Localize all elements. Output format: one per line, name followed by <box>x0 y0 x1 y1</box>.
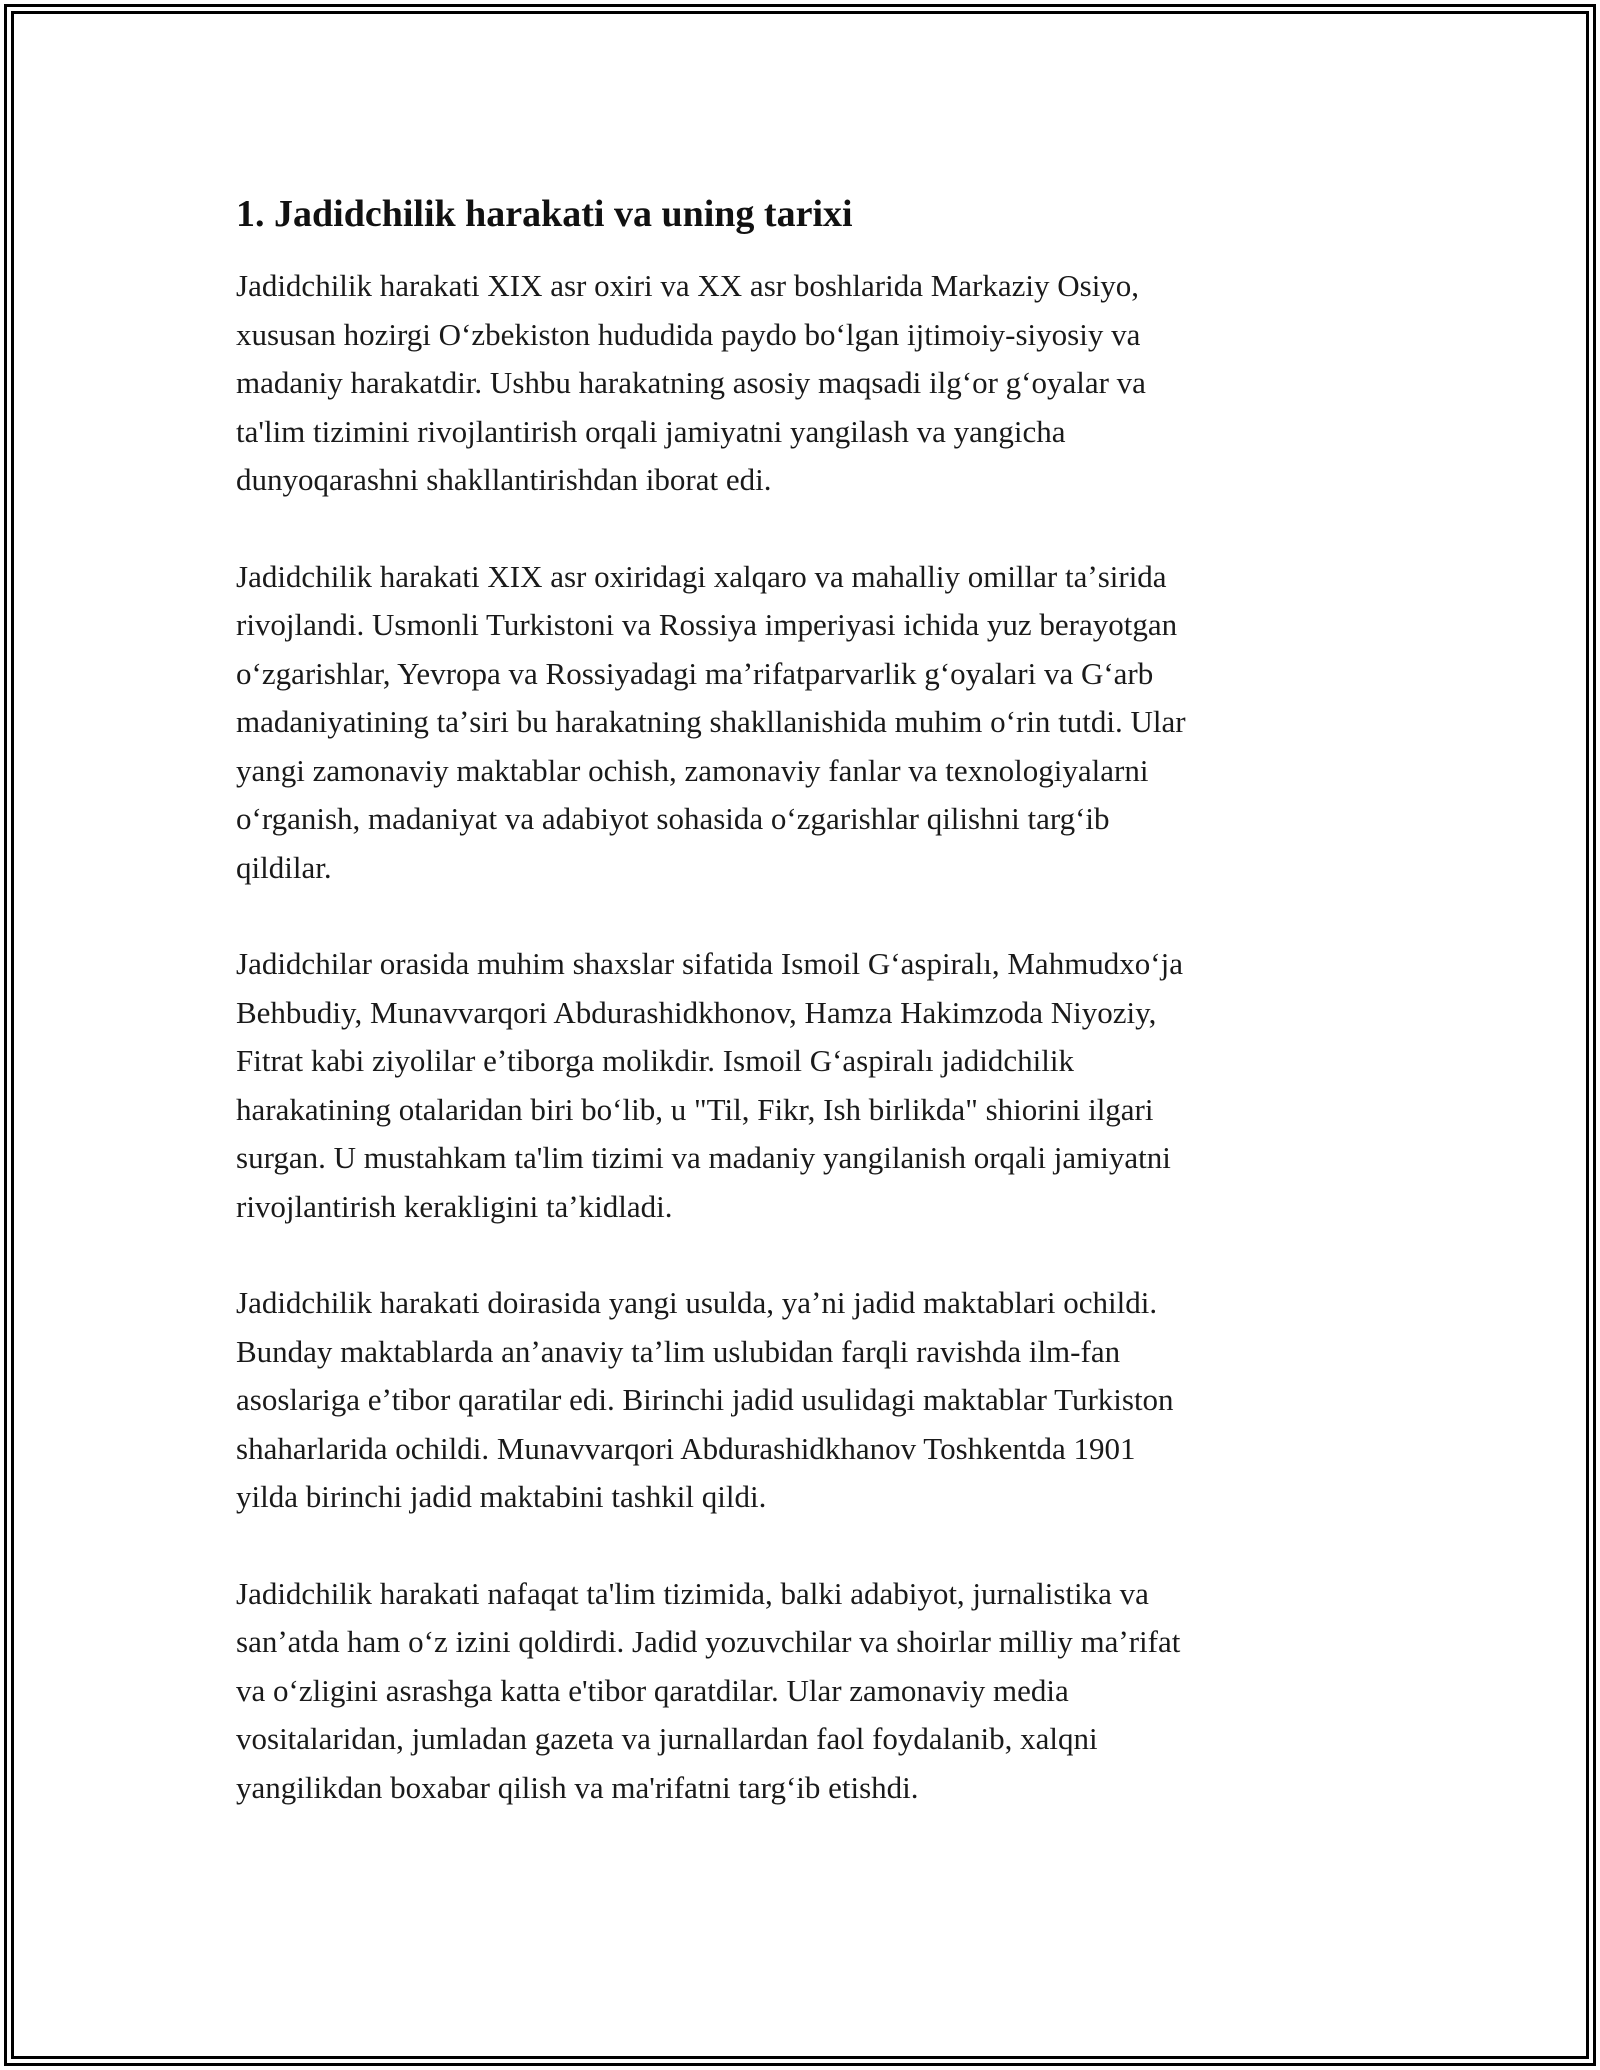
paragraph-1 <box>236 262 1366 505</box>
text-line: yangi zamonaviy maktablar ochish, zamonaviy fanlar va texnologiyalarni <box>236 752 1149 788</box>
text-line: Behbudiy, Munavvarqori Abdurashidkhonov, Hamza Hakimzoda Niyoziy, <box>236 994 1157 1030</box>
text-line: madaniyatining taʼsiri bu harakatning shakllanishida muhim oʻrin tutdi. Ular <box>236 704 1186 739</box>
text-line: dunyoqarashni shakllantirishdan iborat edi. <box>236 462 772 497</box>
text-line: madaniy harakatdir. Ushbu harakatning asosiy maqsadi ilgʻor gʻoyalar va <box>236 365 1146 400</box>
text-line: oʻrganish, madaniyat va adabiyot sohasida oʻzgarishlar qilishni targʻib <box>236 801 1110 836</box>
text-line: rivojlandi. Usmonli Turkistoni va Rossiya imperiyasi ichida yuz berayotgan <box>236 607 1178 642</box>
text-line: yangilikdan boxabar qilish va ma'rifatni targʻib etishdi. <box>236 1769 919 1805</box>
text-line: xususan hozirgi Oʻzbekiston hududida paydo boʻlgan ijtimoiy-siyosiy va <box>236 316 1141 352</box>
text-line: vositalaridan, jumladan gazeta va jurnallardan faol foydalanib, xalqni <box>236 1721 1098 1756</box>
paragraph-2 <box>236 553 1366 893</box>
document-page <box>236 188 1366 1860</box>
paragraph-5 <box>236 1570 1366 1813</box>
text-line: Jadidchilik harakati doirasida yangi usulda, yaʼni jadid maktablari ochildi. <box>236 1285 1158 1320</box>
text-line: sanʼatda ham oʻz izini qoldirdi. Jadid yozuvchilar va shoirlar milliy maʼrifat <box>236 1624 1181 1659</box>
text-line: ta'lim tizimini rivojlantirish orqali jamiyatni yangilash va yangicha <box>236 413 1066 449</box>
text-line: Fitrat kabi ziyolilar eʼtiborga molikdir. Ismoil Gʻaspiralı jadidchilik <box>236 1043 1074 1078</box>
text-line: oʻzgarishlar, Yevropa va Rossiyadagi maʼrifatparvarlik gʻoyalari va Gʻarb <box>236 655 1154 691</box>
text-line: surgan. U mustahkam ta'lim tizimi va madaniy yangilanish orqali jamiyatni <box>236 1140 1171 1175</box>
text-line: Jadidchilik harakati XIX asr oxiri va XX asr boshlarida Markaziy Osiyo, <box>236 268 1140 303</box>
text-line: asoslariga eʼtibor qaratilar edi. Birinchi jadid usulidagi maktablar Turkiston <box>236 1382 1174 1417</box>
text-line: harakatining otalaridan biri boʻlib, u "Til, Fikr, Ish birlikda" shiorini ilgari <box>236 1091 1154 1127</box>
text-line: va oʻzligini asrashga katta e'tibor qaratdilar. Ular zamonaviy media <box>236 1672 1069 1708</box>
text-line: Bunday maktablarda anʼanaviy taʼlim uslubidan farqli ravishda ilm-fan <box>236 1333 1121 1369</box>
text-line: Jadidchilar orasida muhim shaxslar sifatida Ismoil Gʻaspiralı, Mahmudxoʻja <box>236 946 1183 981</box>
text-line: Jadidchilik harakati nafaqat ta'lim tizimida, balki adabiyot, jurnalistika va <box>236 1575 1149 1611</box>
text-line: yilda birinchi jadid maktabini tashkil qildi. <box>236 1479 767 1514</box>
text-line: qildilar. <box>236 849 332 885</box>
paragraph-4 <box>236 1279 1366 1522</box>
text-line: shaharlarida ochildi. Munavvarqori Abdurashidkhanov Toshkentda 1901 <box>236 1430 1136 1466</box>
paragraph-3 <box>236 940 1366 1231</box>
text-line: Jadidchilik harakati XIX asr oxiridagi xalqaro va mahalliy omillar taʼsirida <box>236 558 1167 594</box>
text-line: rivojlantirish kerakligini taʼkidladi. <box>236 1188 673 1224</box>
document-title: 1. Jadidchilik harakati va uning tarixi <box>236 193 853 235</box>
